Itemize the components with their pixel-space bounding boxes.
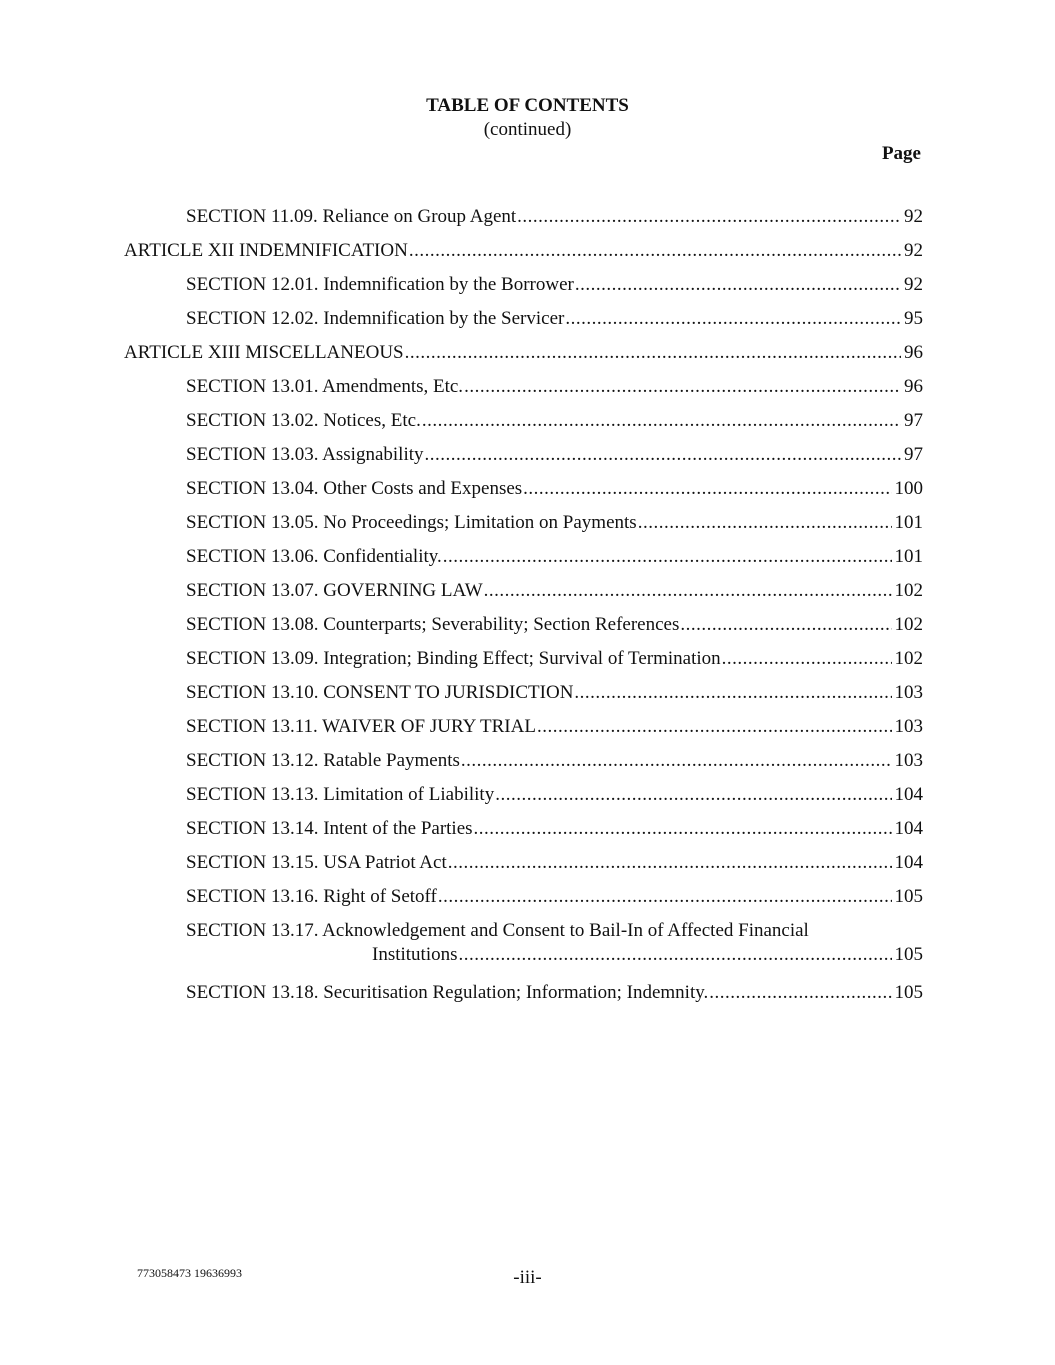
toc-entry-section-13-14[interactable] [186, 817, 923, 841]
dot-leader [461, 749, 892, 773]
toc-entry-label: SECTION 13.18. Securitisation Regulation; Information; Indemnity. [186, 982, 709, 1003]
dot-leader [459, 943, 892, 967]
toc-entry-page: 104 [894, 852, 923, 873]
dot-leader [574, 681, 891, 705]
toc-entry-section-12-02[interactable] [186, 307, 923, 331]
dot-leader [517, 205, 901, 229]
toc-entry-label: SECTION 13.12. Ratable Payments [186, 750, 460, 771]
toc-entry-label: SECTION 13.09. Integration; Binding Effect; Survival of Termination [186, 648, 721, 669]
dot-leader [537, 715, 892, 739]
toc-entry-section-13-18[interactable] [186, 981, 923, 1005]
dot-leader [575, 273, 901, 297]
toc-entry-page: 92 [904, 240, 923, 261]
toc-entry-page: 102 [894, 648, 923, 669]
toc-entry-article-xiii[interactable] [124, 341, 923, 365]
toc-entry-label: SECTION 13.14. Intent of the Parties [186, 818, 473, 839]
page-column-header: Page [881, 143, 921, 164]
dot-leader [405, 341, 901, 365]
dot-leader [565, 307, 901, 331]
toc-entry-section-13-04[interactable] [186, 477, 923, 501]
toc-entry-label: SECTION 13.02. Notices, Etc. [186, 410, 421, 431]
toc-entry-label: SECTION 12.01. Indemnification by the Borrower [186, 274, 574, 295]
toc-entry-label: ARTICLE XIII MISCELLANEOUS [124, 342, 404, 363]
dot-leader [422, 409, 901, 433]
toc-entry-page: 97 [904, 444, 923, 465]
dot-leader [495, 783, 891, 807]
dot-leader [680, 613, 891, 637]
toc-entry-section-13-13[interactable] [186, 783, 923, 807]
toc-entry-section-13-06[interactable] [186, 545, 923, 569]
toc-entry-page: 104 [894, 784, 923, 805]
toc-entry-page: 102 [894, 614, 923, 635]
toc-entry-section-13-12[interactable] [186, 749, 923, 773]
toc-entry-page: 92 [904, 274, 923, 295]
dot-leader [425, 443, 901, 467]
toc-entry-page: 97 [904, 410, 923, 431]
toc-entry-label: SECTION 13.07. GOVERNING LAW [186, 580, 483, 601]
dot-leader [474, 817, 892, 841]
toc-entry-page: 101 [894, 512, 923, 533]
page-number: -iii- [513, 1267, 542, 1288]
toc-entry-label: SECTION 13.11. WAIVER OF JURY TRIAL [186, 716, 536, 737]
toc-entry-page: 102 [894, 580, 923, 601]
toc-entry-section-13-07[interactable] [186, 579, 923, 603]
toc-entry-page: 101 [894, 546, 923, 567]
toc-entry-page: 100 [894, 478, 923, 499]
dot-leader [722, 647, 892, 671]
toc-entry-section-12-01[interactable] [186, 273, 923, 297]
dot-leader [709, 981, 891, 1005]
toc-entry-section-13-09[interactable] [186, 647, 923, 671]
toc-entry-label: SECTION 13.04. Other Costs and Expenses [186, 478, 523, 499]
dot-leader [464, 375, 901, 399]
toc-entry-label: Institutions [372, 944, 458, 965]
toc-entry-label: SECTION 13.06. Confidentiality. [186, 546, 442, 567]
toc-entry-section-13-01[interactable] [186, 375, 923, 399]
toc-entry-page: 105 [894, 944, 923, 965]
toc-title: TABLE OF CONTENTS [426, 95, 629, 116]
toc-entry-label: SECTION 13.13. Limitation of Liability [186, 784, 495, 805]
toc-entry-page: 104 [894, 818, 923, 839]
toc-entry-section-13-16[interactable] [186, 885, 923, 909]
toc-entry-label: SECTION 13.01. Amendments, Etc. [186, 376, 464, 397]
toc-entry-page: 92 [904, 206, 923, 227]
toc-entry-page: 103 [894, 682, 923, 703]
toc-entry-page: 95 [904, 308, 923, 329]
toc-entry-section-13-11[interactable] [186, 715, 923, 739]
toc-entry-page: 105 [894, 982, 923, 1003]
toc-entry-section-13-03[interactable] [186, 443, 923, 467]
toc-subtitle: (continued) [483, 119, 572, 140]
toc-entry-label: SECTION 13.10. CONSENT TO JURISDICTION [186, 682, 574, 703]
toc-entry-label: SECTION 13.05. No Proceedings; Limitation on Payments [186, 512, 637, 533]
toc-entry-label: SECTION 13.03. Assignability [186, 444, 424, 465]
dot-leader [523, 477, 891, 501]
toc-entry-page: 105 [894, 886, 923, 907]
toc-entry-section-13-08[interactable] [186, 613, 923, 637]
dot-leader [448, 851, 892, 875]
toc-entry-label: SECTION 12.02. Indemnification by the Servicer [186, 308, 565, 329]
dot-leader [438, 885, 892, 909]
toc-entry-label: SECTION 11.09. Reliance on Group Agent [186, 206, 517, 227]
toc-entry-label: SECTION 13.08. Counterparts; Severability; Section References [186, 614, 680, 635]
toc-entry-article-xii[interactable] [124, 239, 923, 263]
toc-entry-section-13-02[interactable] [186, 409, 923, 433]
toc-entry-page: 96 [904, 342, 923, 363]
toc-entry-page: 96 [904, 376, 923, 397]
toc-entry-section-13-17-line1[interactable]: SECTION 13.17. Acknowledgement and Consent to Bail-In of Affected Financial [186, 920, 809, 941]
toc-entry-section-13-15[interactable] [186, 851, 923, 875]
toc-entry-section-11-09[interactable] [186, 205, 923, 229]
toc-entry-section-13-17-line2[interactable] [372, 943, 923, 967]
toc-entry-section-13-10[interactable] [186, 681, 923, 705]
dot-leader [443, 545, 892, 569]
toc-entry-section-13-05[interactable] [186, 511, 923, 535]
dot-leader [638, 511, 892, 535]
toc-entry-page: 103 [894, 750, 923, 771]
dot-leader [484, 579, 892, 603]
toc-entry-label: ARTICLE XII INDEMNIFICATION [124, 240, 408, 261]
dot-leader [409, 239, 901, 263]
toc-entry-label: SECTION 13.16. Right of Setoff [186, 886, 437, 907]
document-id: 773058473 19636993 [137, 1266, 242, 1280]
toc-entry-label: SECTION 13.15. USA Patriot Act [186, 852, 447, 873]
toc-entry-page: 103 [894, 716, 923, 737]
